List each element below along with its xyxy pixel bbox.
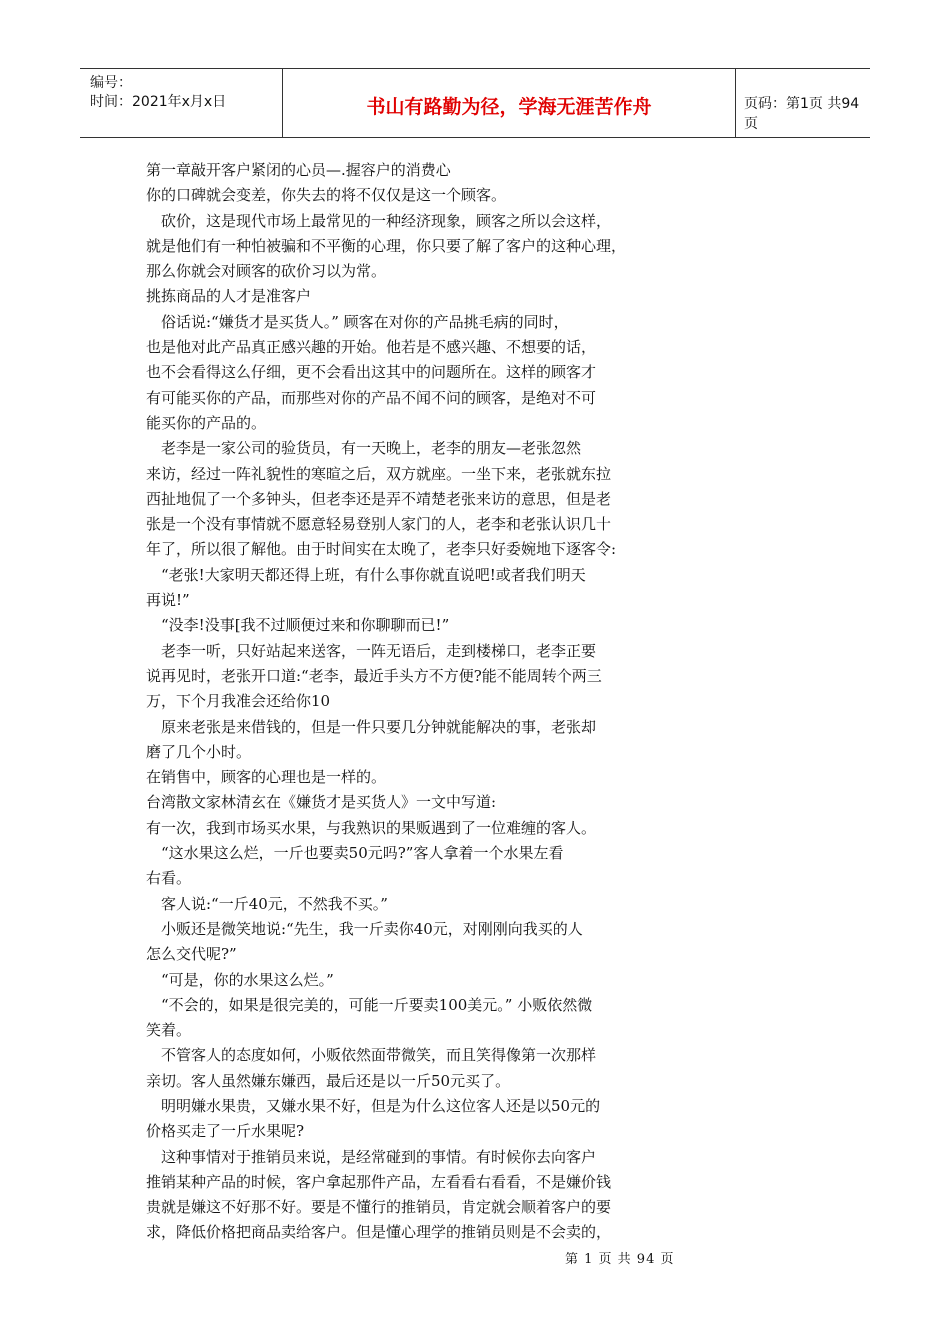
page-footer: 第 1 页 共 94 页 xyxy=(565,1252,675,1267)
text-line: 在销售中，顾客的心理也是一样的。 xyxy=(146,768,387,787)
text-line: 亲切。客人虽然嫌东嫌西，最后还是以一斤50元买了。 xyxy=(146,1071,511,1090)
text-line: 求，降低价格把商品卖给客户。但是懂心理学的推销员则是不会卖的， xyxy=(146,1223,612,1242)
text-line: 挑拣商品的人才是准客户 xyxy=(146,287,312,306)
text-line: 明明嫌水果贵，又嫌水果不好，但是为什么这位客人还是以50元的 xyxy=(146,1096,601,1115)
document-number-label: 编号： xyxy=(90,75,132,91)
text-line: 价格买走了一斤水果呢? xyxy=(146,1122,305,1141)
text-line: 老李是一家公司的验货员，有一天晚上，老李的朋友—老张忽然 xyxy=(146,439,582,458)
text-line: 怎么交代呢?” xyxy=(146,945,237,964)
text-line: 贵就是嫌这不好那不好。要是不懂行的推销员，肯定就会顺着客户的要 xyxy=(146,1198,612,1217)
text-line: 砍价，这是现代市场上最常见的一种经济现象，顾客之所以会这样， xyxy=(146,211,612,230)
text-line: 笑着。 xyxy=(146,1021,192,1040)
document-date: 时间：2021年x月x日 xyxy=(90,94,227,110)
header-page-info: 页码：第1页 共94页 xyxy=(744,96,860,132)
header-meta xyxy=(80,69,282,137)
header-motto: 书山有路勤为径，学海无涯苦作舟 xyxy=(366,96,652,118)
text-line: “老张!大家明天都还得上班，有什么事你就直说吧!或者我们明天 xyxy=(146,565,586,584)
text-line: 来访，经过一阵礼貌性的寒暄之后，双方就座。一坐下来，老张就东拉 xyxy=(146,464,612,483)
text-line: 不管客人的态度如何，小贩依然面带微笑，而且笑得像第一次那样 xyxy=(146,1046,597,1065)
text-line: 右看。 xyxy=(146,869,192,888)
text-line: “可是，你的水果这么烂。” xyxy=(146,970,334,989)
document-body xyxy=(146,158,686,1246)
text-line: 也不会看得这么仔细，更不会看出这其中的问题所在。这样的顾客才 xyxy=(146,363,597,382)
text-line: 有可能买你的产品，而那些对你的产品不闻不问的顾客，是绝对不可 xyxy=(146,388,597,407)
text-line: 能买你的产品的。 xyxy=(146,413,267,432)
text-line: 你的口碑就会变差，你失去的将不仅仅是这一个顾客。 xyxy=(146,186,507,205)
text-line: 说再见时，老张开口道:“老李，最近手头方不方便?能不能周转个两三 xyxy=(146,666,602,685)
text-line: 小贩还是微笑地说:“先生，我一斤卖你40元，对刚刚向我买的人 xyxy=(146,919,583,938)
text-line: “没李!没事[我不过顺便过来和你聊聊而已!” xyxy=(146,616,450,635)
text-line: 台湾散文家林清玄在《嫌货才是买货人》一文中写道: xyxy=(146,793,497,812)
text-line: 年了，所以很了解他。由于时间实在太晚了，老李只好委婉地下逐客令: xyxy=(146,540,617,559)
text-line: 也是他对此产品真正感兴趣的开始。他若是不感兴趣、不想要的话， xyxy=(146,338,597,357)
header-page-cell xyxy=(734,69,870,137)
text-line: “这水果这么烂，一斤也要卖50元吗?”客人拿着一个水果左看 xyxy=(146,844,564,863)
text-line: 有一次，我到市场买水果，与我熟识的果贩遇到了一位难缠的客人。 xyxy=(146,818,597,837)
page-header xyxy=(80,68,870,138)
text-line: 这种事情对于推销员来说，是经常碰到的事情。有时候你去向客户 xyxy=(146,1147,597,1166)
text-line: 俗话说:“嫌货才是买货人。” 顾客在对你的产品挑毛病的同时， xyxy=(146,312,569,331)
text-line: 客人说:“一斤40元，不然我不买。” xyxy=(146,894,388,913)
text-line: 就是他们有一种怕被骗和不平衡的心理，你只要了解了客户的这种心理， xyxy=(146,236,627,255)
header-motto-cell xyxy=(282,69,736,137)
text-line: 张是一个没有事情就不愿意轻易登别人家门的人，老李和老张认识几十 xyxy=(146,515,612,534)
text-line: 第一章敲开客户紧闭的心员—.握容户的消费心 xyxy=(146,161,451,179)
text-line: 推销某种产品的时候，客户拿起那件产品，左看看右看看，不是嫌价钱 xyxy=(146,1172,612,1191)
text-line: 老李一听，只好站起来送客，一阵无语后，走到楼梯口，老李正要 xyxy=(146,641,597,660)
text-line: 西扯地侃了一个多钟头，但老李还是弄不靖楚老张来访的意思，但是老 xyxy=(146,489,612,508)
text-line: 那么你就会对顾客的砍价习以为常。 xyxy=(146,262,387,281)
text-line: “不会的，如果是很完美的，可能一斤要卖100美元。” 小贩依然微 xyxy=(146,995,593,1014)
text-line: 再说!” xyxy=(146,591,190,610)
text-line: 原来老张是来借钱的，但是一件只要几分钟就能解决的事，老张却 xyxy=(146,717,597,736)
text-line: 磨了几个小时。 xyxy=(146,742,252,761)
text-line: 万，下个月我准会还给你10 xyxy=(146,692,331,711)
